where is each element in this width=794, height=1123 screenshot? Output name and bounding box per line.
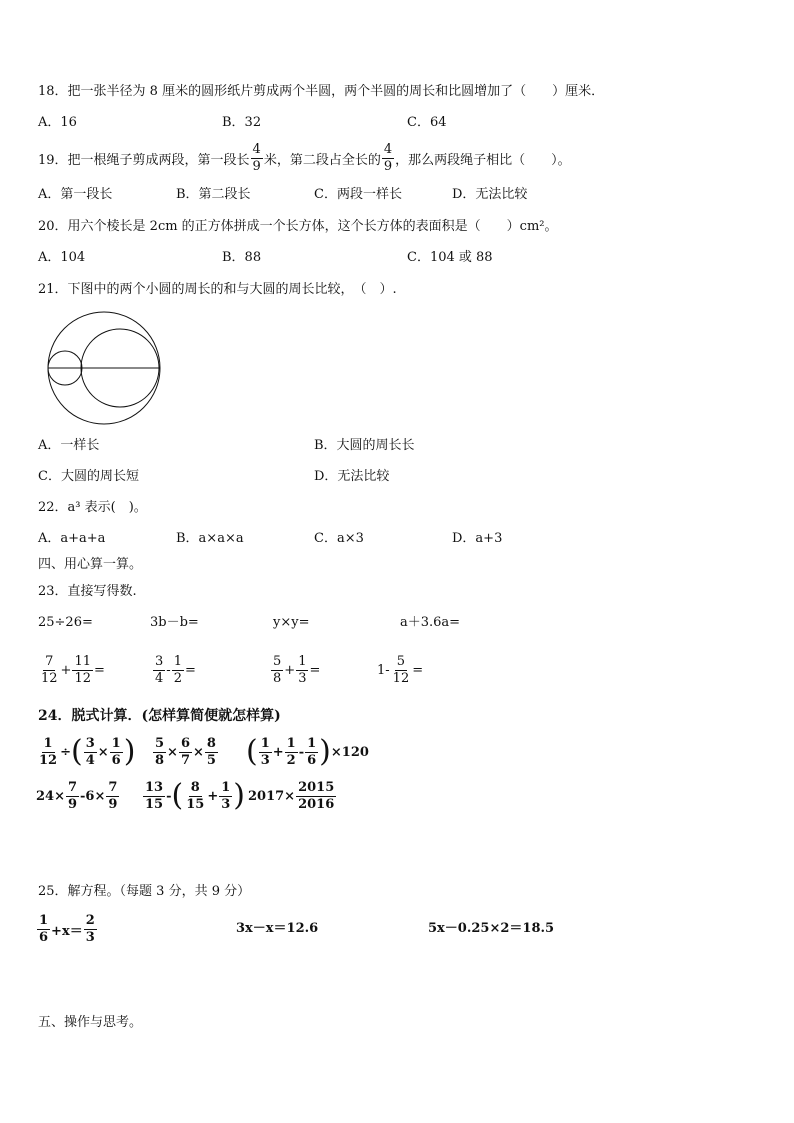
q24-expr-5 xyxy=(142,776,245,816)
numerator: 7 xyxy=(67,779,78,795)
q23-item-2: 3b－b= xyxy=(150,615,199,630)
q22-option-d: D．a+3 xyxy=(452,531,503,546)
q24-expr-4 xyxy=(36,776,120,816)
minus-sign: - xyxy=(166,662,171,678)
q21-option-c: C．大圆的周长短 xyxy=(38,469,139,484)
q23-item-6 xyxy=(152,650,196,690)
denominator: 2016 xyxy=(298,796,335,812)
q23-stem: 23．直接写得数. xyxy=(38,584,137,599)
q25-stem: 25．解方程。（每题 3 分，共 9 分） xyxy=(38,884,251,899)
denominator: 6 xyxy=(39,929,49,945)
denominator: 3 xyxy=(221,796,231,812)
q25-equation-2: 3x－x＝12.6 xyxy=(236,921,319,936)
equals-sign: = xyxy=(309,662,321,678)
numerator: 1 xyxy=(43,735,53,751)
q23-item-7 xyxy=(270,650,320,690)
denominator: 15 xyxy=(186,796,205,812)
denominator: 15 xyxy=(145,796,164,812)
middle: -6× xyxy=(80,788,106,804)
q19-stem-part-c: ，那么两段绳子相比（ ）。 xyxy=(395,152,571,168)
prefix: 2017× xyxy=(248,788,296,804)
q19-option-a: A．第一段长 xyxy=(38,187,113,202)
numerator: 13 xyxy=(145,779,164,795)
denominator: 6 xyxy=(307,752,317,768)
minus-sign: - xyxy=(298,744,305,760)
q21-stem: 21．下图中的两个小圆的周长的和与大圆的周长比较， （ ）. xyxy=(38,282,397,297)
numerator: 3 xyxy=(155,653,164,669)
numerator: 1 xyxy=(286,735,296,751)
q22-option-c: C．a×3 xyxy=(314,531,364,546)
q22-option-b: B．a×a×a xyxy=(176,531,244,546)
numerator: 5 xyxy=(273,653,282,669)
q19-option-c: C．两段一样长 xyxy=(314,187,402,202)
denominator: 8 xyxy=(155,752,165,768)
q24-expr-3 xyxy=(246,732,369,772)
q21-option-d: D．无法比较 xyxy=(314,469,390,484)
q23-item-5 xyxy=(38,650,105,690)
denominator: 9 xyxy=(108,796,118,812)
numerator: 1 xyxy=(298,653,307,669)
section-4-heading: 四、用心算一算。 xyxy=(38,557,143,572)
denominator: 12 xyxy=(41,670,58,686)
left-paren: ( xyxy=(246,734,258,769)
plus-sign: + xyxy=(272,744,284,760)
left-paren: ( xyxy=(71,734,83,769)
equals-sign: = xyxy=(94,662,105,678)
circles-figure xyxy=(44,310,164,426)
q21-option-b: B．大圆的周长长 xyxy=(314,438,415,453)
denominator: 2 xyxy=(286,752,296,768)
q23-item-1: 25÷26= xyxy=(38,615,93,630)
denominator: 9 xyxy=(252,158,261,174)
denominator: 7 xyxy=(180,752,190,768)
numerator: 3 xyxy=(85,735,95,751)
q23-item-8 xyxy=(377,650,423,690)
denominator: 5 xyxy=(206,752,216,768)
numerator: 7 xyxy=(108,779,118,795)
denominator: 12 xyxy=(392,670,410,686)
q23-item-3: y×y= xyxy=(273,615,310,630)
q22-option-a: A．a+a+a xyxy=(38,531,106,546)
q19-stem-part-a: 19．把一根绳子剪成两段，第一段长 xyxy=(38,152,250,168)
q18-option-c: C．64 xyxy=(407,115,447,130)
numerator: 1 xyxy=(221,779,231,795)
plus-sign: + xyxy=(60,662,72,678)
numerator: 1 xyxy=(39,912,49,928)
numerator: 8 xyxy=(206,735,216,751)
q19-fraction-1 xyxy=(251,143,263,174)
q19-stem xyxy=(38,138,571,178)
numerator: 1 xyxy=(307,735,317,751)
prefix: 1- xyxy=(377,662,390,678)
denominator: 12 xyxy=(39,752,58,768)
right-paren: ) xyxy=(233,778,245,813)
denominator: 9 xyxy=(383,158,393,174)
numerator: 1 xyxy=(260,735,270,751)
equals-sign: = xyxy=(412,662,424,678)
multiply-sign: × xyxy=(193,744,204,760)
q23-item-4: a＋3.6a= xyxy=(400,615,461,630)
denominator: 8 xyxy=(273,670,282,686)
q19-stem-part-b: 米，第二段占全长的 xyxy=(263,152,381,168)
q20-option-a: A．104 xyxy=(38,250,86,265)
denominator: 9 xyxy=(67,796,78,812)
q20-option-b: B．88 xyxy=(222,250,262,265)
middle: +x＝ xyxy=(51,923,83,939)
equals-sign: = xyxy=(184,662,196,678)
section-5-heading: 五、操作与思考。 xyxy=(38,1015,143,1030)
plus-sign: + xyxy=(284,662,296,678)
denominator: 4 xyxy=(155,670,164,686)
q19-option-b: B．第二段长 xyxy=(176,187,251,202)
left-paren: ( xyxy=(171,778,184,813)
q19-option-d: D．无法比较 xyxy=(452,187,528,202)
q20-option-c: C．104 或 88 xyxy=(407,250,493,265)
numerator: 11 xyxy=(74,653,91,669)
numerator: 4 xyxy=(383,141,393,157)
numerator: 1 xyxy=(111,735,121,751)
multiply-sign: × xyxy=(97,744,109,760)
numerator: 6 xyxy=(180,735,190,751)
denominator: 3 xyxy=(85,929,95,945)
right-paren: ) xyxy=(123,734,136,769)
denominator: 3 xyxy=(298,670,307,686)
denominator: 6 xyxy=(111,752,121,768)
denominator: 12 xyxy=(74,670,91,686)
numerator: 2 xyxy=(85,912,95,928)
q25-equation-3: 5x－0.25×2＝18.5 xyxy=(428,921,555,936)
prefix: 24× xyxy=(36,788,65,804)
multiply-sign: × xyxy=(167,744,178,760)
numerator: 8 xyxy=(190,779,200,795)
q24-stem: 24．脱式计算．(怎样算简便就怎样算) xyxy=(38,708,281,724)
q20-stem: 20．用六个棱长是 2cm 的正方体拼成一个长方体，这个长方体的表面积是（ ）cm²。 xyxy=(38,219,558,234)
tail: ×120 xyxy=(330,744,369,760)
q22-stem: 22．a³ 表示( )。 xyxy=(38,500,147,515)
q18-option-b: B．32 xyxy=(222,115,262,130)
numerator: 7 xyxy=(45,653,54,669)
q21-option-a: A．一样长 xyxy=(38,438,100,453)
numerator: 2015 xyxy=(298,779,335,795)
minus-sign: - xyxy=(166,788,172,804)
denominator: 3 xyxy=(260,752,270,768)
numerator: 5 xyxy=(155,735,165,751)
q25-equation-1 xyxy=(36,909,98,949)
q19-fraction-2 xyxy=(382,143,394,174)
right-paren: ) xyxy=(319,734,331,769)
q18-stem: 18．把一张半径为 8 厘米的圆形纸片剪成两个半圆，两个半圆的周长和比圆增加了（ ）厘米． xyxy=(38,84,605,99)
q18-option-a: A．16 xyxy=(38,115,77,130)
q24-expr-2 xyxy=(152,732,219,772)
plus-sign: + xyxy=(207,788,219,804)
divide-sign: ÷ xyxy=(60,744,71,760)
numerator: 5 xyxy=(396,653,406,669)
numerator: 4 xyxy=(252,141,261,157)
denominator: 2 xyxy=(173,670,182,686)
denominator: 4 xyxy=(85,752,95,768)
q24-expr-1 xyxy=(36,732,135,772)
numerator: 1 xyxy=(173,653,182,669)
q24-expr-6 xyxy=(248,776,337,816)
